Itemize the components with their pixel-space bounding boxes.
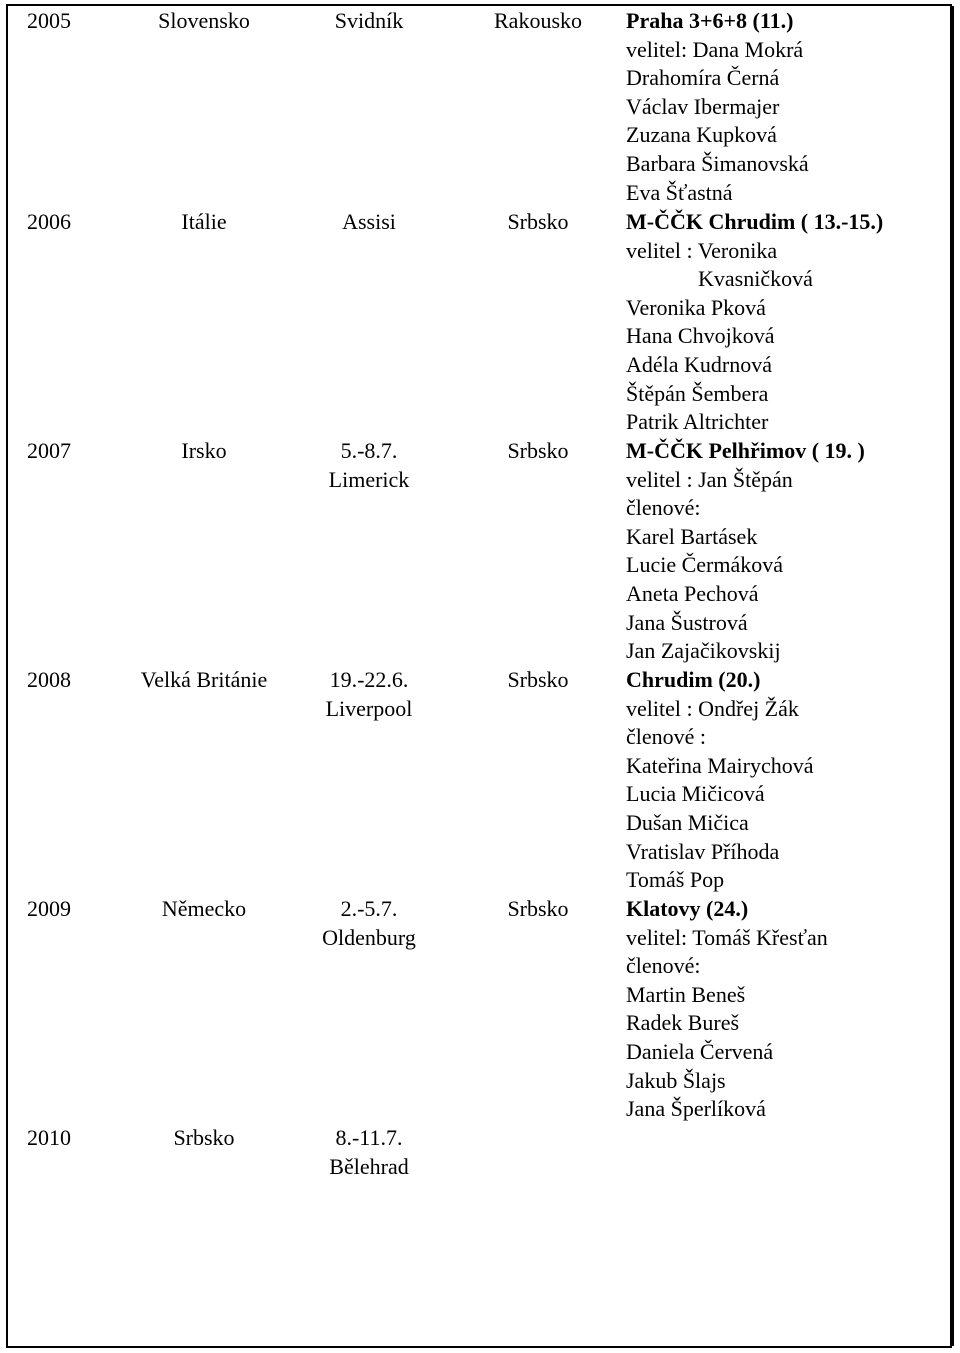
team-member: velitel : Jan Štěpán (626, 466, 793, 492)
row-team (626, 7, 809, 207)
team-member: Adéla Kudrnová (626, 351, 773, 377)
row-year: 2006 (27, 209, 71, 234)
team-member: Lucie Čermáková (626, 552, 783, 578)
results-table (6, 4, 952, 1348)
team-member: Karel Bartásek (626, 523, 758, 549)
row-place (304, 895, 434, 952)
team-member: Jana Šperlíková (626, 1096, 766, 1122)
row-country: Irsko (181, 438, 227, 463)
team-member: Jakub Šlajs (626, 1067, 726, 1093)
team-title: Klatovy (24.) (626, 896, 749, 921)
team-member: velitel: Dana Mokrá (626, 36, 804, 62)
row-year: 2008 (27, 667, 71, 692)
team-member: členové : (626, 724, 707, 750)
row-team (626, 666, 814, 895)
row-place (304, 7, 434, 36)
team-member: Dušan Mičica (626, 809, 749, 835)
team-member: Vratislav Příhoda (626, 838, 780, 864)
row-country: Velká Británie (140, 667, 268, 692)
row-competition-country: Srbsko (507, 667, 569, 692)
team-member: Patrik Altrichter (626, 409, 769, 435)
row-competition-country: Rakousko (494, 8, 582, 33)
row-year: 2005 (27, 8, 71, 33)
team-title: M-ČČK Chrudim ( 13.-15.) (626, 209, 884, 234)
team-member: velitel: Tomáš Křesťan (626, 924, 828, 950)
team-member: Kateřina Mairychová (626, 752, 814, 778)
team-title: M-ČČK Pelhřimov ( 19. ) (626, 438, 865, 463)
team-member: Václav Ibermajer (626, 93, 780, 119)
place-line: Svidník (334, 8, 404, 33)
team-member: Veronika Pková (626, 294, 766, 320)
team-member: členové: (626, 953, 701, 979)
place-line: 8.-11.7. (335, 1125, 403, 1150)
row-year: 2010 (27, 1125, 71, 1150)
row-team (626, 895, 828, 1124)
place-line: Bělehrad (329, 1153, 409, 1179)
team-member: Radek Bureš (626, 1010, 740, 1036)
team-member: Barbara Šimanovská (626, 150, 809, 176)
place-line: 2.-5.7. (340, 896, 398, 921)
team-member: Eva Šťastná (626, 179, 733, 205)
row-competition-country: Srbsko (507, 438, 569, 463)
team-member: Štěpán Šembera (626, 380, 769, 406)
row-year: 2007 (27, 438, 71, 463)
team-member: velitel : Ondřej Žák (626, 695, 799, 721)
place-line: Assisi (342, 209, 396, 234)
row-team (626, 437, 865, 666)
row-competition-country: Srbsko (507, 896, 569, 921)
place-line: 19.-22.6. (329, 667, 409, 692)
team-title: Chrudim (20.) (626, 667, 761, 692)
team-member: Tomáš Pop (626, 867, 725, 893)
team-title: Praha 3+6+8 (11.) (626, 8, 794, 33)
team-member: velitel : Veronika (626, 237, 778, 263)
team-member: Lucia Mičicová (626, 781, 765, 807)
row-team (626, 208, 883, 437)
team-member: Jan Zajačikovskij (626, 638, 781, 664)
team-member: Drahomíra Černá (626, 65, 780, 91)
team-member: Jana Šustrová (626, 609, 748, 635)
row-year: 2009 (27, 896, 71, 921)
row-place (304, 437, 434, 494)
team-member: Zuzana Kupková (626, 122, 777, 148)
row-place (304, 1124, 434, 1181)
team-member: Martin Beneš (626, 981, 746, 1007)
place-line: Oldenburg (322, 924, 416, 950)
team-member: členové: (626, 495, 701, 521)
place-line: Liverpool (325, 695, 413, 721)
row-country: Slovensko (158, 8, 250, 33)
team-member: Kvasničková (698, 266, 813, 292)
team-member: Hana Chvojková (626, 323, 775, 349)
row-country: Itálie (181, 209, 227, 234)
row-place (304, 666, 434, 723)
row-country: Německo (161, 896, 247, 921)
table-right-border (952, 6, 954, 1346)
row-competition-country: Srbsko (507, 209, 569, 234)
row-place (304, 208, 434, 237)
team-member: Daniela Červená (626, 1038, 774, 1064)
place-line: 5.-8.7. (340, 438, 398, 463)
team-member: Aneta Pechová (626, 580, 759, 606)
place-line: Limerick (328, 466, 410, 492)
row-country: Srbsko (173, 1125, 235, 1150)
